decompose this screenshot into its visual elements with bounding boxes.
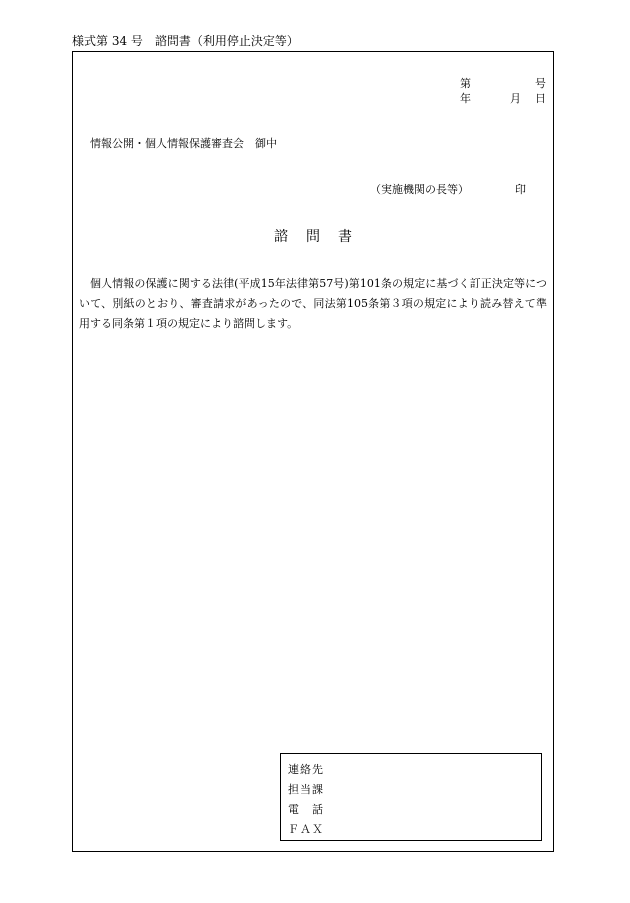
addressee: 情報公開・個人情報保護審査会 御中 [90, 137, 277, 150]
contact-label: 連絡先 [288, 763, 324, 776]
date-month-label: 月 [510, 92, 521, 105]
number-suffix: 号 [535, 77, 546, 90]
document-number-block [460, 76, 546, 106]
date-day-label: 日 [535, 92, 546, 105]
number-prefix: 第 [460, 77, 471, 90]
body-paragraph: 個人情報の保護に関する法律(平成15年法律第57号)第101条の規定に基づく訂正決定等について、別紙のとおり、審査請求があったので、同法第105条第３項の規定により読み替えて準用する同条第１項の規定により諮問します。 [79, 277, 547, 330]
fax-label: ＦＡＸ [288, 823, 324, 836]
document-date-row [460, 91, 546, 106]
document-title: 諮問書 [274, 229, 370, 245]
department-label: 担当課 [288, 783, 324, 796]
seal-mark: 印 [515, 183, 526, 196]
contact-box [280, 753, 542, 841]
document-frame [72, 51, 554, 852]
document-number-row [460, 76, 546, 91]
phone-label: 電 話 [288, 803, 324, 816]
date-year-label: 年 [460, 92, 471, 105]
form-header: 様式第 34 号 諮問書（利用停止決定等） [72, 34, 299, 48]
sender-name: （実施機関の長等） [370, 183, 469, 196]
